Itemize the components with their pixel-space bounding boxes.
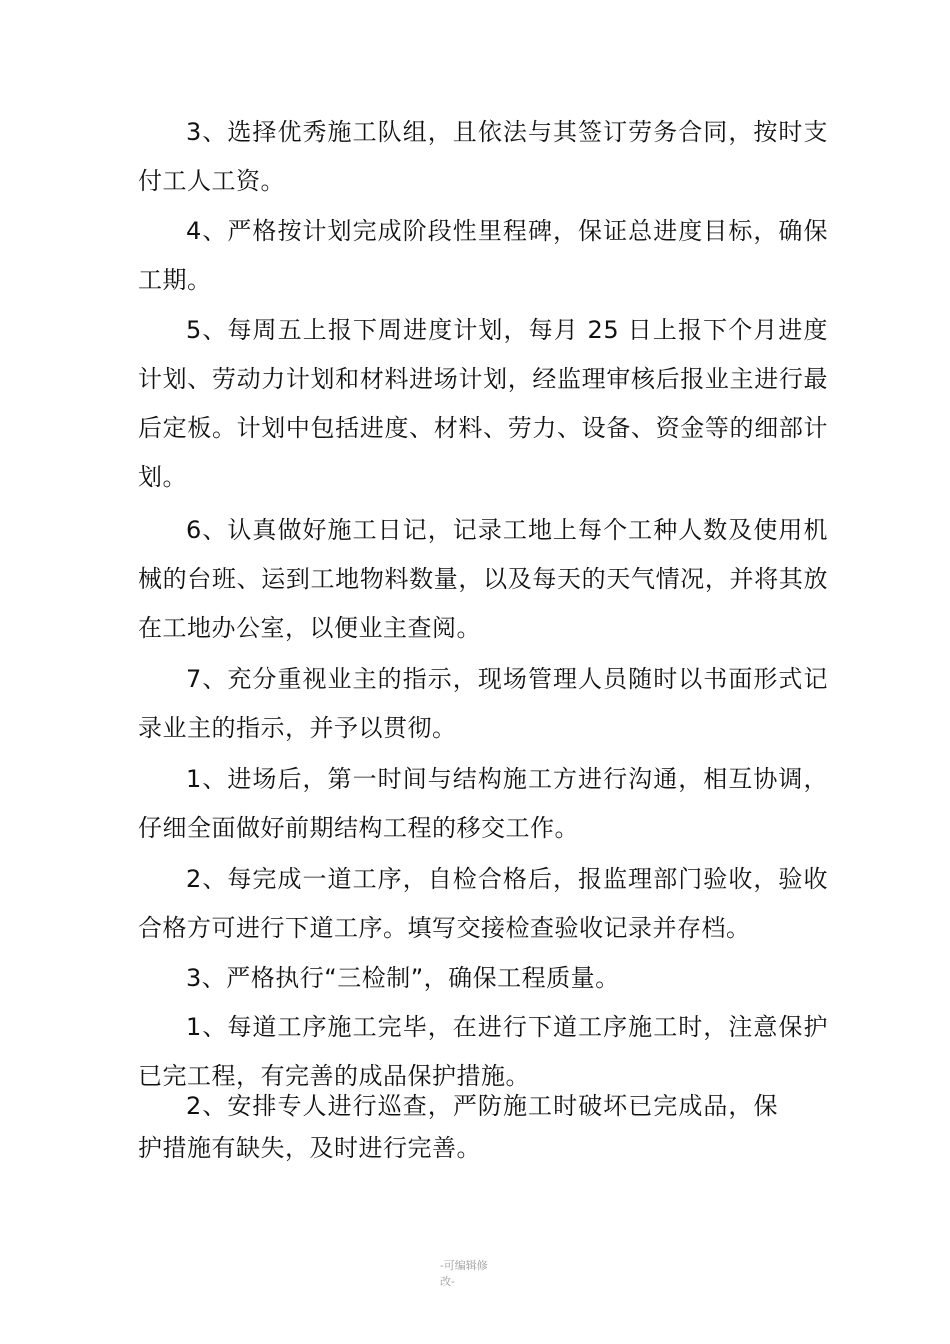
paragraph-item-3-labor-contracts: 3、选择优秀施工队组，且依法与其签订劳务合同，按时支付工人工资。: [138, 118, 828, 195]
paragraph-item-7-owner-instructions: 7、充分重视业主的指示，现场管理人员随时以书面形式记录业主的指示，并予以贯彻。: [138, 665, 828, 742]
page-footer-note: -可编辑修改-: [440, 1259, 488, 1288]
paragraph-item-1-product-protection: 1、每道工序施工完毕，在进行下道工序施工时，注意保护已完工程，有完善的成品保护措施。: [138, 1013, 828, 1090]
paragraph-item-4-milestones: 4、严格按计划完成阶段性里程碑，保证总进度目标，确保工期。: [138, 217, 828, 294]
paragraph-item-2-patrol: 2、安排专人进行巡查，严防施工时破坏已完成品，保护措施有缺失，及时进行完善。: [138, 1092, 778, 1162]
paragraph-item-3-three-checks: 3、严格执行“三检制”，确保工程质量。: [186, 964, 620, 992]
paragraph-item-2-inspection: 2、每完成一道工序，自检合格后，报监理部门验收，验收合格方可进行下道工序。填写交接检查验收记录并存档。: [138, 865, 828, 942]
paragraph-item-5-progress-plans: 5、每周五上报下周进度计划，每月 25 日上报下个月进度计划、劳动力计划和材料进场计划，经监理审核后报业主进行最后定板。计划中包括进度、材料、劳力、设备、资金等的细部计划。: [138, 316, 828, 491]
paragraph-item-6-construction-log: 6、认真做好施工日记，记录工地上每个工种人数及使用机械的台班、运到工地物料数量，以及每天的天气情况，并将其放在工地办公室，以便业主查阅。: [138, 516, 828, 642]
paragraph-item-1-handover: 1、进场后，第一时间与结构施工方进行沟通，相互协调，仔细全面做好前期结构工程的移交工作。: [138, 765, 828, 842]
